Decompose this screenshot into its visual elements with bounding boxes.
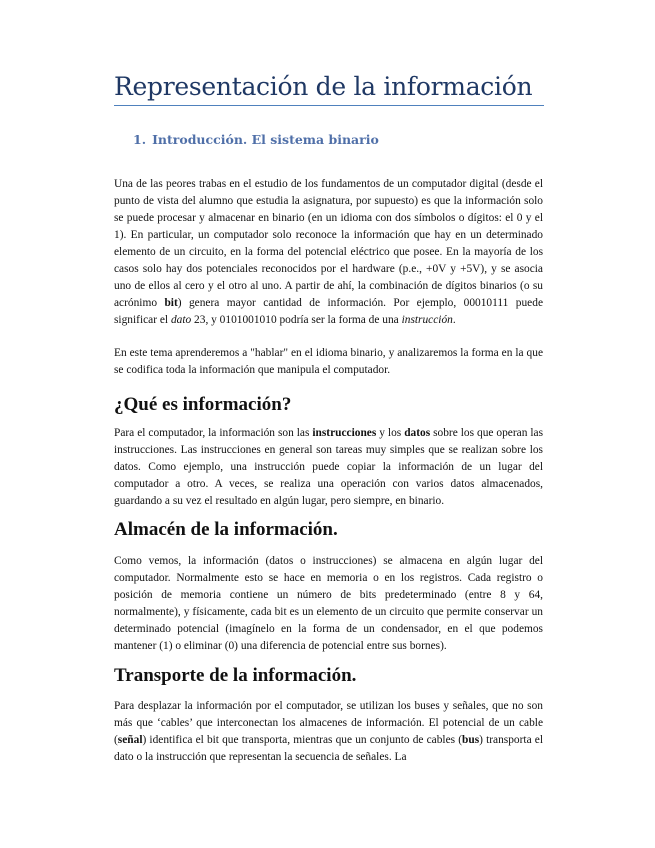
bold-term-bus: bus (462, 734, 480, 746)
section-heading-introduccion (133, 132, 379, 147)
document-title: Representación de la información (114, 72, 533, 101)
transporte-paragraph (114, 698, 543, 766)
heading-almacen: Almacén de la información. (114, 519, 338, 540)
text-run: . (452, 314, 456, 326)
title-underline (114, 105, 544, 106)
text-run: 23, y 0101001010 podría ser la forma de una (191, 314, 402, 326)
bold-term-datos: datos (404, 427, 431, 439)
almacen-paragraph: Como vemos, la información (datos o instrucciones) se almacena en algún lugar del computador. Normalmente esto se hace en memoria o en los registros. Cada registro o posición de memoria contiene un número de bits predeterminado (entre 8 y 64, normalmente), y físicamente, cada bit es un elemento de un circuito que permite conservar un determinado potencial (imagínelo en la forma de un condensador, en el que podemos mantener (1) o eliminar (0) una diferencia de potencial entre sus bornes). (114, 555, 543, 652)
section-label: Introducción. El sistema binario (152, 132, 379, 147)
text-run: Para desplazar la información por el computador, se utilizan los buses y señales, que no son más que ‘cables’ que interconectan los almacenes de información. El potencial de un cable ( (114, 700, 543, 746)
text-run: y los (376, 427, 405, 439)
text-run: sobre los que operan las instrucciones. Las instrucciones en general son tareas muy simples que se realizan sobre los datos. Como ejemplo, una instrucción puede copiar la información de un lugar del computador a otro. A veces, se realiza una operación con varios datos almacenados, guardando a su vez el resultado en algún lugar, pero siempre, en binario. (114, 427, 544, 507)
heading-que-es-informacion: ¿Qué es información? (114, 394, 292, 415)
section-number: 1. (133, 132, 147, 147)
text-run: ) transporta el dato o la instrucción que representan la secuencia de señales. La (114, 734, 543, 763)
text-run: Una de las peores trabas en el estudio de los fundamentos de un computador digital (desde el punto de vista del alumno que estudia la asignatura, por supuesto) es que la información solo se puede procesar y almacenar en binario (en un idioma con dos símbolos o dígitos: el 0 y el 1). En particular, un computador solo reconoce la información que hay en un determinado elemento de un circuito, en la forma del potencial eléctrico que posee. En la mayoría de los casos solo hay dos potenciales reconocidos por el hardware (p.e., +0V y +5V), y se asocia uno de ellos al cero y el otro al uno. A partir de ahí, la combinación de dígitos binarios (o su acrónimo (114, 178, 543, 309)
intro-paragraph-2: En este tema aprenderemos a "hablar" en el idioma binario, y analizaremos la forma en la que se codifica toda la información que manipula el computador. (114, 347, 543, 376)
text-run: Para el computador, la información son las (114, 427, 313, 439)
text-run: ) identifica el bit que transporta, mientras que un conjunto de cables ( (142, 734, 463, 746)
bold-term-instrucciones: instrucciones (312, 427, 377, 439)
italic-term-dato: dato (170, 314, 192, 326)
bold-term-bit: bit (164, 297, 178, 309)
que-es-paragraph (114, 425, 543, 510)
bold-term-senal: señal (117, 734, 143, 746)
italic-term-instruccion: instrucción (401, 314, 453, 326)
intro-paragraph (114, 176, 543, 329)
heading-transporte: Transporte de la información. (114, 665, 357, 686)
text-run: ) genera mayor cantidad de información. Por ejemplo, 00010111 puede significar el (114, 297, 543, 326)
